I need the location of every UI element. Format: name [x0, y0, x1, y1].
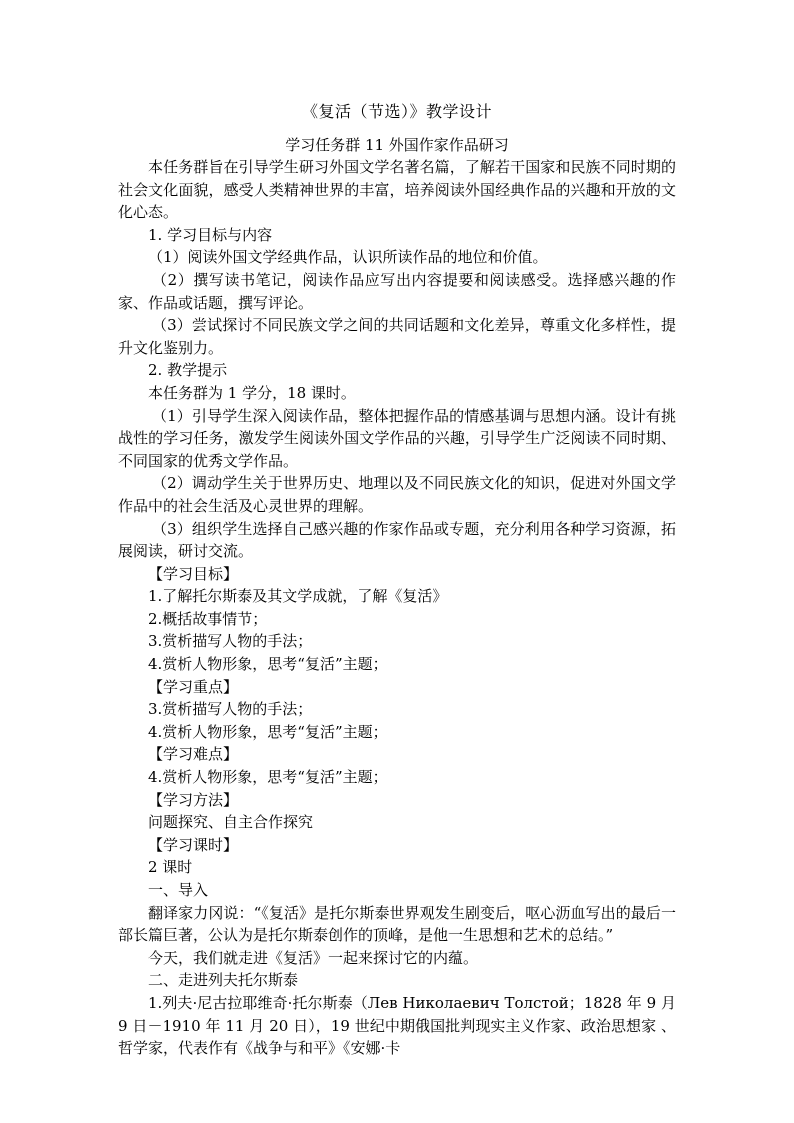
- list-item: （1）阅读外国文学经典作品，认识所读作品的地位和价值。: [148, 248, 548, 267]
- heading-tolstoy: 二、走进列夫托尔斯泰: [148, 971, 299, 990]
- list-item: 3.赏析描写人物的手法；: [148, 700, 313, 719]
- section-label-periods: 【学习课时】: [148, 835, 239, 854]
- paragraph-credits: 本任务群为 1 学分，18 课时。: [148, 383, 356, 402]
- section-label-goals: 【学习目标】: [148, 564, 239, 583]
- section-label-difficulty: 【学习难点】: [148, 745, 239, 764]
- paragraph-intro: 本任务群旨在引导学生研习外国文学名著名篇，了解若干国家和民族不同时期的社会文化面貌，感受人类精神世界的丰富，培养阅读外国经典作品的兴趣和开放的文化心态。: [118, 158, 676, 222]
- paragraph-method: 问题探究、自主合作探究: [148, 813, 314, 832]
- list-item: （2）调动学生关于世界历史、地理以及不同民族文化的知识，促进对外国文学作品中的社会生活及心灵世界的理解。: [118, 474, 676, 515]
- heading-intro: 一、导入: [148, 881, 209, 899]
- document-body: [118, 156, 676, 1060]
- list-item: 2.概括故事情节；: [148, 609, 268, 628]
- heading-teaching-tips: 2. 教学提示: [148, 361, 228, 380]
- document-title: 《复活（节选）》教学设计: [301, 102, 492, 121]
- list-item: 1.了解托尔斯泰及其文学成就，了解《复活》: [148, 587, 448, 606]
- heading-objectives-content: 1. 学习目标与内容: [148, 225, 273, 244]
- paragraph-tolstoy-bio: 1.列夫·尼古拉耶维奇·托尔斯泰（Лев Николаевич Толстой；1828 年 9 月 9 日－1910 年 11 月 20 日），19 世纪中期俄国批判现实主义作家、政治思想家 、哲学家，代表作有《战争与和平》《安娜·卡: [118, 993, 676, 1058]
- list-item: （3）组织学生选择自己感兴趣的作家作品或专题，充分利用各种学习资源，拓展阅读，研讨交流。: [118, 519, 676, 561]
- section-label-focus: 【学习重点】: [148, 677, 239, 696]
- paragraph-quote: 翻译家力冈说：“《复活》是托尔斯泰世界观发生剧变后，呕心沥血写出的最后一部长篇巨著，公认为是托尔斯泰创作的顶峰，是他一生思想和艺术的总结。”: [118, 903, 676, 945]
- list-item: （1）引导学生深入阅读作品，整体把握作品的情感基调与思想内涵。设计有挑战性的学习任务，激发学生阅读外国文学作品的兴趣，引导学生广泛阅读不同时期、不同国家的优秀文学作品。: [118, 406, 676, 470]
- list-item: （2）撰写读书笔记，阅读作品应写出内容提要和阅读感受。选择感兴趣的作家、作品或话题，撰写评论。: [118, 270, 676, 312]
- list-item: （3）尝试探讨不同民族文学之间的共同话题和文化差异，尊重文化多样性，提升文化鉴别力。: [118, 316, 676, 357]
- list-item: 4.赏析人物形象，思考“复活”主题；: [148, 722, 388, 741]
- list-item: 4.赏析人物形象，思考“复活”主题；: [148, 768, 388, 787]
- list-item: 4.赏析人物形象，思考“复活”主题；: [148, 655, 388, 674]
- section-label-method: 【学习方法】: [148, 790, 239, 809]
- document-subtitle: 学习任务群 11 外国作家作品研习: [285, 136, 509, 154]
- list-item: 3.赏析描写人物的手法；: [148, 632, 313, 651]
- paragraph-today: 今天，我们就走进《复活》一起来探讨它的内蕴。: [148, 948, 479, 967]
- paragraph-periods: 2 课时: [148, 858, 193, 877]
